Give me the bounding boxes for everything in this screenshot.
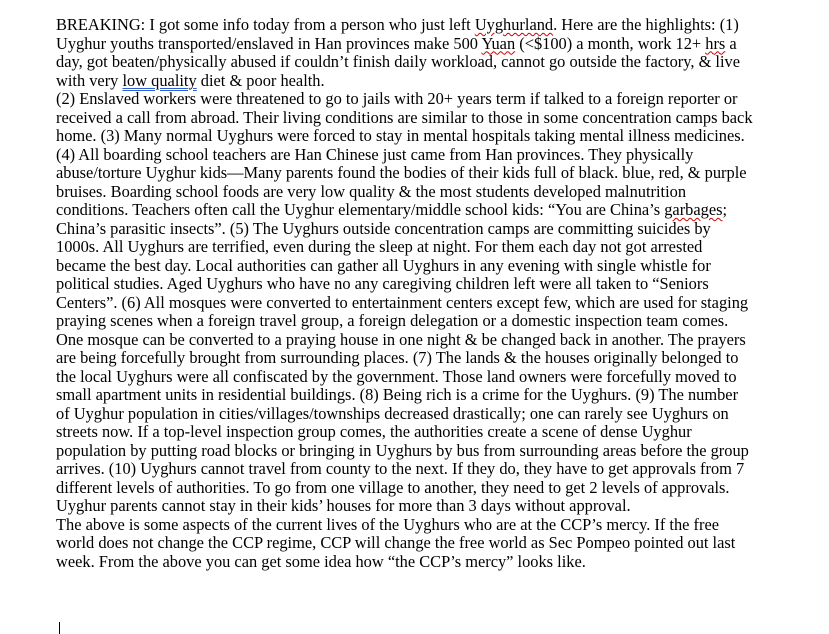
text-run: population by putting road blocks or bringing in Uyghurs by bus from surrounding areas before the group <box>56 440 749 460</box>
text-line <box>56 109 796 128</box>
text-line <box>56 331 796 350</box>
document-body[interactable] <box>56 16 796 571</box>
text-run: (<$100) a month, work 12+ <box>515 33 706 53</box>
text-run: One mosque can be converted to a praying house in one night & be changed back in another. The prayers <box>56 329 746 349</box>
text-run: small apartment units in residential buildings. (8) Being rich is a crime for the Uyghurs. (9) The number <box>56 385 739 404</box>
text-line <box>56 460 796 479</box>
text-cursor <box>59 622 60 634</box>
text-line <box>56 349 796 368</box>
text-run: received a call from abroad. Their living conditions are similar to those in some concentration camps back <box>56 107 753 127</box>
text-run: political studies. Aged Uyghurs who have no any caregiving children left were all taken to “Seniors <box>56 274 709 293</box>
text-run: abuse/torture Uyghur kids—Many parents found the bodies of their kids full of black. blue, red, & purple <box>56 163 747 182</box>
grammar-flagged-phrase: low quality <box>122 70 197 90</box>
text-line <box>56 164 796 183</box>
text-line <box>56 183 796 202</box>
text-run: of Uyghur population in cities/villages/townships decreased drastically; one can rarely see Uyghurs on <box>56 403 729 423</box>
text-run: bruises. Boarding school foods are very low quality & the most students developed malnutrition <box>56 181 687 201</box>
text-line <box>56 238 796 257</box>
text-run: home. (3) Many normal Uyghurs were forced to stay in mental hospitals taking mental illness medicines. <box>56 126 745 145</box>
text-run: are being forcefully brought from surrounding places. (7) The lands & the houses originally belonged to <box>56 348 739 367</box>
text-run: diet & poor health. <box>196 70 325 90</box>
text-run: praying scenes when a foreign travel group, a foreign delegation or a domestic inspection team comes. <box>56 311 729 330</box>
text-line <box>56 534 796 553</box>
text-run: world does not change the CCP regime, CCP will change the free world as Sec Pompeo pointed out last <box>56 533 736 552</box>
text-run: different levels of authorities. To go from one village to another, they need to get 2 levels of approvals. <box>56 477 730 497</box>
text-line <box>56 497 796 516</box>
text-run: China’s parasitic insects”. (5) The Uyghurs outside concentration camps are committing suicides by <box>56 218 711 238</box>
text-line <box>56 386 796 405</box>
text-run: with very <box>56 70 123 90</box>
text-line <box>56 275 796 294</box>
text-line <box>56 442 796 461</box>
text-line <box>56 146 796 165</box>
text-line <box>56 72 796 91</box>
text-line <box>56 257 796 276</box>
spelling-flagged-word: Yuan <box>481 33 516 53</box>
text-run: Uyghur youths transported/enslaved in Han provinces make 500 <box>56 33 482 53</box>
text-line <box>56 405 796 424</box>
text-line <box>56 127 796 146</box>
text-line <box>56 312 796 331</box>
spelling-flagged-word: Uyghurland <box>474 15 554 34</box>
text-line <box>56 423 796 442</box>
text-run: streets now. If a top-level inspection group comes, the authorities create a scene of dense Uyghur <box>56 422 692 441</box>
text-run: conditions. Teachers often call the Uyghur elementary/middle school kids: “You are China’s <box>56 200 665 219</box>
text-line <box>56 479 796 498</box>
text-line <box>56 53 796 72</box>
spelling-flagged-word: garbages <box>664 200 723 219</box>
text-run: (4) All boarding school teachers are Han Chinese just came from Han provinces. They physically <box>56 144 694 164</box>
text-line <box>56 16 796 35</box>
text-run: arrives. (10) Uyghurs cannot travel from county to the next. If they do, they have to get approvals from 7 <box>56 459 745 478</box>
text-run: became the best day. Local authorities can gather all Uyghurs in any evening with single whistle for <box>56 255 711 275</box>
text-run: . Here are the highlights: (1) <box>553 15 739 34</box>
text-line <box>56 35 796 54</box>
text-run: Uyghur parents cannot stay in their kids’ houses for more than 3 days without approval. <box>56 496 631 515</box>
text-line <box>56 220 796 239</box>
text-line <box>56 368 796 387</box>
text-line <box>56 553 796 572</box>
text-line <box>56 90 796 109</box>
text-run: 1000s. All Uyghurs are terrified, even during the sleep at night. For them each day not got arrested <box>56 237 703 256</box>
text-run: Centers”. (6) All mosques were converted to entertainment centers except few, which are used for staging <box>56 292 749 312</box>
text-line <box>56 201 796 220</box>
text-run: day, got beaten/physically abused if couldn’t finish daily workload, cannot go outside the factory, & live <box>56 52 740 71</box>
text-run: a <box>725 33 737 53</box>
text-line <box>56 294 796 313</box>
text-run: ; <box>722 200 728 219</box>
spelling-flagged-word: hrs <box>705 33 726 53</box>
text-run: (2) Enslaved workers were threatened to go to jails with 20+ years term if talked to a foreign reporter or <box>56 89 738 108</box>
text-run: the local Uyghurs were all confiscated by the government. Those land owners were forcefully moved to <box>56 366 737 386</box>
text-line <box>56 516 796 535</box>
text-run: week. From the above you can get some idea how “the CCP’s mercy” looks like. <box>56 551 586 571</box>
text-run: BREAKING: I got some info today from a person who just left <box>56 15 475 34</box>
text-run: The above is some aspects of the current lives of the Uyghurs who are at the CCP’s mercy. If the free <box>56 514 720 534</box>
